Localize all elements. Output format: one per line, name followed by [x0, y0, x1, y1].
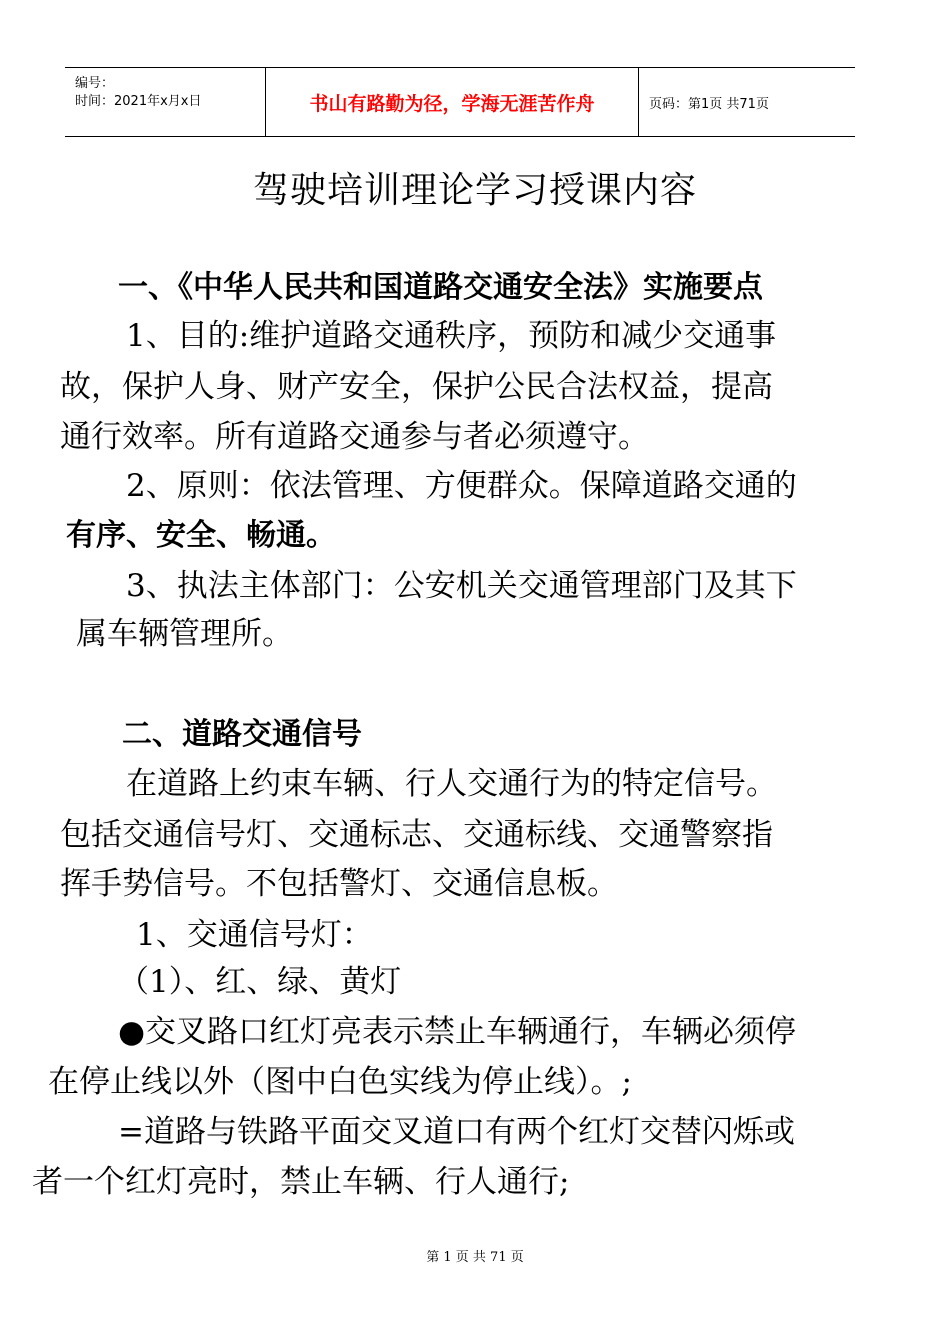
paragraph-line: 在停止线以外（图中白色实线为停止线）。;	[48, 1064, 632, 1100]
paragraph-line: 通行效率。所有道路交通参与者必须遵守。	[60, 419, 649, 455]
header-page-cell	[639, 68, 855, 136]
document-title: 驾驶培训理论学习授课内容	[252, 170, 697, 211]
bullet-line: ●交叉路口红灯亮表示禁止车辆通行，车辆必须停	[118, 1014, 797, 1050]
page-info: 页码：第1页 共71页	[649, 96, 769, 112]
paragraph-line: 3、执法主体部门：公安机关交通管理部门及其下	[126, 568, 797, 604]
bullet-line: =道路与铁路平面交叉道口有两个红灯交替闪烁或	[118, 1114, 795, 1150]
paragraph-line: 故，保护人身、财产安全，保护公民合法权益，提高	[60, 369, 773, 405]
paragraph-line: 1、目的:维护道路交通秩序，预防和减少交通事	[126, 318, 777, 354]
subheading-line: 1、交通信号灯：	[136, 917, 373, 953]
number-label: 编号：	[75, 76, 115, 91]
paragraph-line: 者一个红灯亮时，禁止车辆、行人通行;	[32, 1164, 570, 1200]
section-heading-2: 二、道路交通信号	[122, 717, 362, 752]
paragraph-line: 属车辆管理所。	[76, 616, 293, 652]
paragraph-line-bold: 有序、安全、畅通。	[66, 518, 336, 553]
time-label: 时间：2021年x月x日	[75, 94, 202, 109]
section-heading-1: 一、《中华人民共和国道路交通安全法》实施要点	[118, 270, 763, 305]
paragraph-line: 2、原则：依法管理、方便群众。保障道路交通的	[126, 468, 797, 504]
page-footer: 第 1 页 共 71 页	[426, 1250, 524, 1265]
paragraph-line: 包括交通信号灯、交通标志、交通标线、交通警察指	[60, 817, 773, 853]
header-motto-cell	[265, 68, 639, 136]
paragraph-line: 在道路上约束车辆、行人交通行为的特定信号。	[126, 766, 777, 802]
page-header	[65, 67, 855, 137]
motto-text: 书山有路勤为径，学海无涯苦作舟	[309, 92, 595, 115]
subheading-line: （1）、红、绿、黄灯	[118, 964, 402, 1000]
paragraph-line: 挥手势信号。不包括警灯、交通信息板。	[60, 866, 618, 902]
header-left-cell	[65, 68, 265, 136]
